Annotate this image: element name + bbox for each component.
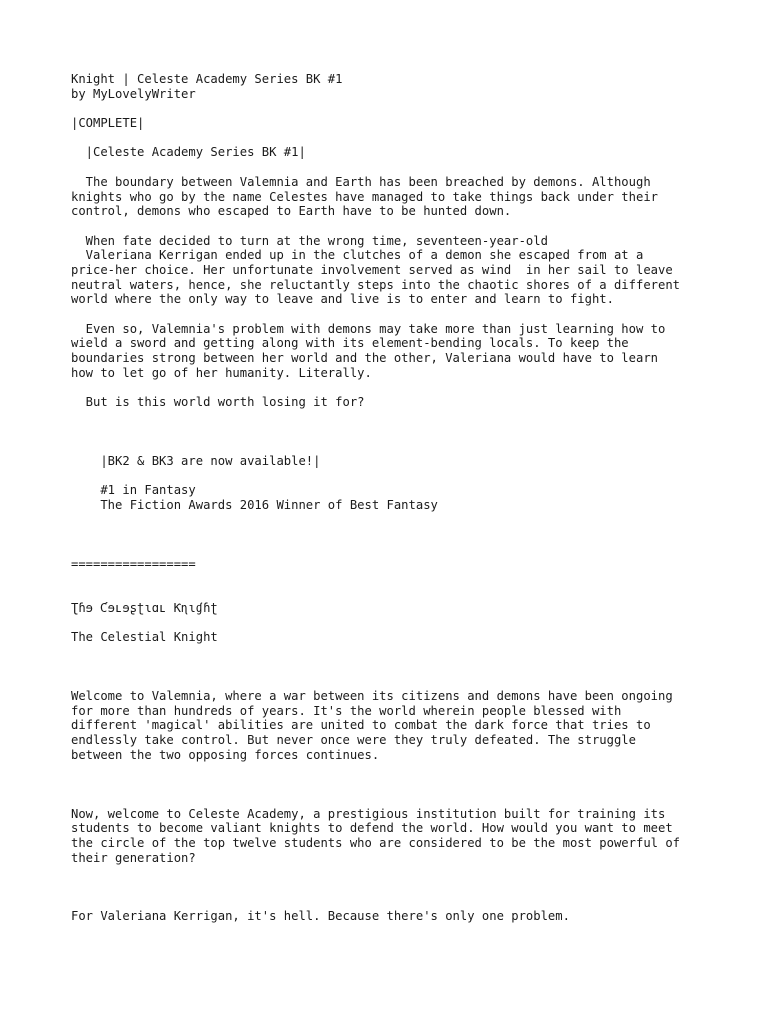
text-line: how to let go of her humanity. Literally. <box>71 365 372 380</box>
document-page <box>71 72 711 924</box>
ranking-notice: #1 in Fantasy <box>71 483 196 498</box>
text-line: price-her choice. Her unfortunate involvement served as wind in her sail to leave <box>71 262 673 277</box>
blurb-paragraph-3 <box>71 322 711 381</box>
section-divider: ================= <box>71 556 196 571</box>
document-title: Knight | Celeste Academy Series BK #1 <box>71 72 343 86</box>
availability-notice: |BK2 & BK3 are now available!| <box>71 453 321 468</box>
text-line: knights who go by the name Celestes have managed to take things back under their <box>71 189 658 204</box>
text-line: endlessly take control. But never once were they truly defeated. The struggle <box>71 733 636 748</box>
text-line: boundaries strong between her world and the other, Valeriana would have to learn <box>71 351 658 366</box>
text-line: different 'magical' abilities are united to combat the dark force that tries to <box>71 718 651 733</box>
text-line: world where the only way to leave and live is to enter and learn to fight. <box>71 292 614 307</box>
text-line: control, demons who escaped to Earth have to be hunted down. <box>71 204 512 219</box>
text-line: When fate decided to turn at the wrong time, seventeen-year-old <box>71 233 548 248</box>
blurb-paragraph-1 <box>71 175 711 219</box>
text-line: students to become valiant knights to defend the world. How would you want to meet <box>71 821 673 836</box>
award-notice: The Fiction Awards 2016 Winner of Best Fantasy <box>71 497 438 512</box>
chapter-paragraph-3: For Valeriana Kerrigan, it's hell. Because there's only one problem. <box>71 909 570 924</box>
text-line: wield a sword and getting along with its element-bending locals. To keep the <box>71 336 629 351</box>
text-line: The boundary between Valemnia and Earth has been breached by demons. Although <box>71 174 651 189</box>
text-line: for more than hundreds of years. It's the world wherein people blessed with <box>71 703 622 718</box>
chapter-paragraph-1 <box>71 689 711 762</box>
status-label: |COMPLETE| <box>71 116 145 131</box>
chapter-paragraph-2 <box>71 807 711 866</box>
text-line: neutral waters, hence, she reluctantly steps into the chaotic shores of a different <box>71 277 681 292</box>
text-line: Valeriana Kerrigan ended up in the clutches of a demon she escaped from at a <box>71 248 644 263</box>
stylized-chapter-title: Ʈɦɘ Ƈɘʟɘʂʈɩɑʟ Ƙɳɩɠɦʈ <box>71 600 218 615</box>
blurb-paragraph-4: But is this world worth losing it for? <box>71 395 365 410</box>
text-line: Now, welcome to Celeste Academy, a prestigious institution built for training its <box>71 806 666 821</box>
text-line: between the two opposing forces continues. <box>71 747 380 762</box>
chapter-title: The Celestial Knight <box>71 630 218 645</box>
text-line: Even so, Valemnia's problem with demons may take more than just learning how to <box>71 321 666 336</box>
blurb-paragraph-2 <box>71 234 711 307</box>
author-line: by MyLovelyWriter <box>71 86 196 101</box>
text-line: their generation? <box>71 850 196 865</box>
text-line: Welcome to Valemnia, where a war between its citizens and demons have been ongoing <box>71 688 673 703</box>
text-line: the circle of the top twelve students who are considered to be the most powerful of <box>71 835 681 850</box>
series-label: |Celeste Academy Series BK #1| <box>71 145 306 160</box>
